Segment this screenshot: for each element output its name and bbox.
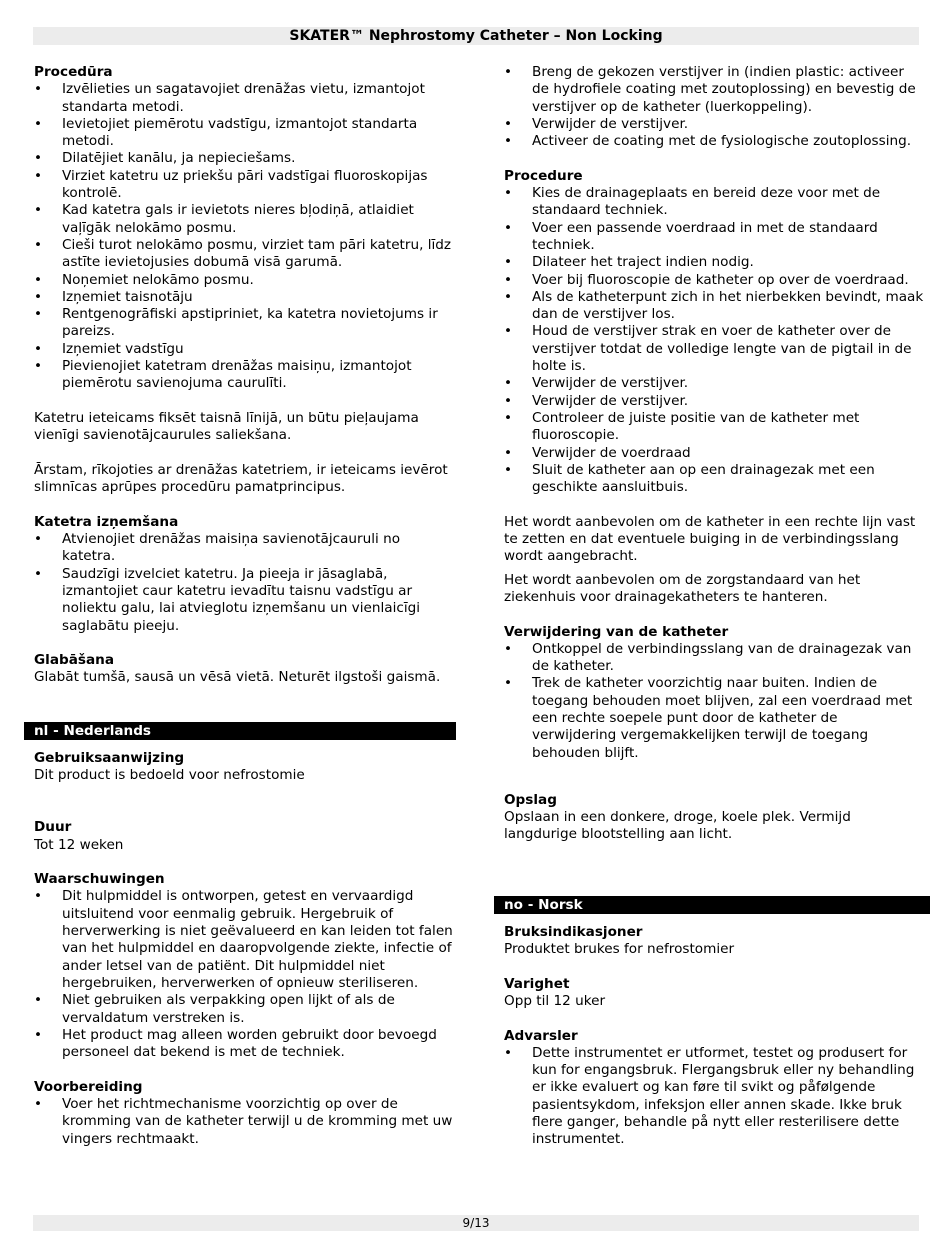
paragraph: Opp til 12 uker [504,992,606,1009]
section-title-preparation: Voorbereiding [34,1078,143,1095]
paragraph: Produktet brukes for nefrostomier [504,941,735,958]
list-item: • Het product mag alleen worden gebruikt door bevoegd personeel dat bekend is met de techniek. [34,1027,454,1062]
list-item: • Virziet katetru uz priekšu pāri vadstīgai fluoroskopijas kontrolē. [34,168,454,203]
list-item: • Saudzīgi izvelciet katetru. Ja pieeja ir jāsaglabā, izmantojiet caur katetru ievadītu taisnu vadstīgu ar noliektu galu, lai atvieglotu izņemšanu un vienlaicīgi saglabātu pieeju. [34,566,454,635]
paragraph: Opslaan in een donkere, droge, koele plek. Vermijd langdurige blootstelling aan licht. [504,809,851,843]
list-item: • Breng de gekozen verstijver in (indien plastic: activeer de hydrofiele coating met zoutoplossing) en bevestig de verstijver op de katheter (luerkoppeling). [504,64,924,116]
warnings-list-no [504,1045,924,1149]
list-item: • Cieši turot nelokāmo posmu, virziet tam pāri katetru, līdz astīte ievietojusies dobumā visā garumā. [34,237,454,272]
list-item: • Kies de drainageplaats en bereid deze voor met de standaard techniek. [504,185,924,220]
paragraph: Tot 12 weken [34,836,124,853]
preparation-list [34,1096,454,1148]
section-title-storage: Glabāšana [34,652,115,669]
removal-list [34,531,454,635]
language-bar-no: no - Norsk [494,896,930,914]
list-item: • Ievietojiet piemērotu vadstīgu, izmantojot standarta metodi. [34,116,454,151]
list-item: • Verwijder de verstijver. [504,116,924,133]
list-item: • Pievienojiet katetram drenāžas maisiņu, izmantojot piemērotu savienojuma caurulīti. [34,358,454,393]
paragraph: Dit product is bedoeld voor nefrostomie [34,766,305,783]
list-item: • Voer bij fluoroscopie de katheter op over de voerdraad. [504,272,924,289]
list-item: • Verwijder de voerdraad [504,445,924,462]
document-header: SKATER™ Nephrostomy Catheter – Non Locking [33,27,919,45]
list-item: • Controleer de juiste positie van de katheter met fluoroscopie. [504,410,924,445]
section-title-indication-no: Bruksindikasjoner [504,923,643,940]
list-item: • Activeer de coating met de fysiologische zoutoplossing. [504,133,924,150]
warnings-list [34,888,454,1061]
list-item: • Izņemiet taisnotāju [34,289,454,306]
section-title-duration-no: Varighet [504,975,570,992]
list-item: • Kad katetra gals ir ievietots nieres bļodiņā, atlaidiet vaļīgāk nelokāmo posmu. [34,202,454,237]
list-item: • Izvēlieties un sagatavojiet drenāžas vietu, izmantojot standarta metodi. [34,81,454,116]
list-item: • Dilatējiet kanālu, ja nepieciešams. [34,150,454,167]
section-title-procedure: Procedure [504,167,583,184]
list-item: • Rentgenogrāfiski apstipriniet, ka katetra novietojums ir pareizs. [34,306,454,341]
section-title-warnings-no: Advarsler [504,1027,578,1044]
list-item: • Dit hulpmiddel is ontworpen, getest en vervaardigd uitsluitend voor eenmalig gebruik. Hergebruik of herverwerking is niet geëvalueerd en kan leiden tot falen van het hulpmiddel en daaropvolgende ziekte, infectie of ander letsel van de patiënt. Dit hulpmiddel niet hergebruiken, herverwerken of opnieuw steriliseren. [34,888,454,992]
paragraph: Het wordt aanbevolen om de zorgstandaard van het ziekenhuis voor drainagekatheters te hanteren. [504,571,861,605]
left-column [34,64,454,1148]
list-item: • Noņemiet nelokāmo posmu. [34,272,454,289]
section-title-warnings: Waarschuwingen [34,871,165,888]
section-title-removal-nl: Verwijdering van de katheter [504,623,729,640]
removal-list-nl [504,641,924,762]
list-item: • Atvienojiet drenāžas maisiņa savienotājcauruli no katetra. [34,531,454,566]
section-title-indication: Gebruiksaanwijzing [34,749,185,766]
list-item: • Voer het richtmechanisme voorzichtig op over de kromming van de katheter terwijl u de kromming met uw vingers rechtmaakt. [34,1096,454,1148]
section-title-removal: Katetra izņemšana [34,513,179,530]
section-title-duration: Duur [34,819,72,836]
list-item: • Izņemiet vadstīgu [34,341,454,358]
list-item: • Dette instrumentet er utformet, testet og produsert for kun for engangsbruk. Flergangsbruk eller ny behandling er ikke evaluert og kan føre til svikt og påfølgende pasientsykdom, infeksjon eller annen skade. Ikke bruk flere ganger, behandle på nytt eller resterilisere dette instrumentet. [504,1045,924,1149]
list-item: • Verwijder de verstijver. [504,393,924,410]
paragraph: Het wordt aanbevolen om de katheter in een rechte lijn vast te zetten en dat eventuele buiging in de verbindingsslang wordt aangebracht. [504,513,916,565]
procedura-list [34,81,454,392]
procedure-list [504,185,924,496]
list-item: • Verwijder de verstijver. [504,375,924,392]
page-number: 9/13 [33,1215,919,1231]
section-title-procedura: Procedūra [34,64,113,80]
right-column [504,64,924,1149]
list-item: • Sluit de katheter aan op een drainagezak met een geschikte aansluitbuis. [504,462,924,497]
section-title-storage-nl: Opslag [504,791,557,808]
list-item: • Als de katheterpunt zich in het nierbekken bevindt, maak dan de verstijver los. [504,289,924,324]
list-item: • Voer een passende voerdraad in met de standaard techniek. [504,220,924,255]
list-item: • Houd de verstijver strak en voer de katheter over de verstijver totdat de volledige lengte van de pigtail in de holte is. [504,323,924,375]
language-bar-nl: nl - Nederlands [24,722,456,740]
preparation-list-continued [504,64,924,150]
paragraph: Katetru ieteicams fiksēt taisnā līnijā, un būtu pieļaujama vienīgi savienotājcaurules saliekšana. [34,409,419,444]
paragraph: Ārstam, rīkojoties ar drenāžas katetriem, ir ieteicams ievērot slimnīcas aprūpes procedūru pamatprincipus. [34,461,448,496]
list-item: • Dilateer het traject indien nodig. [504,254,924,271]
list-item: • Trek de katheter voorzichtig naar buiten. Indien de toegang behouden moet blijven, zal een voerdraad met een rechte soepele punt door de katheter de verwijdering vergemakkelijken terwijl de toegang behouden blijft. [504,675,924,761]
list-item: • Niet gebruiken als verpakking open lijkt of als de vervaldatum verstreken is. [34,992,454,1027]
paragraph: Glabāt tumšā, sausā un vēsā vietā. Neturēt ilgstoši gaismā. [34,669,441,686]
list-item: • Ontkoppel de verbindingsslang van de drainagezak van de katheter. [504,641,924,676]
